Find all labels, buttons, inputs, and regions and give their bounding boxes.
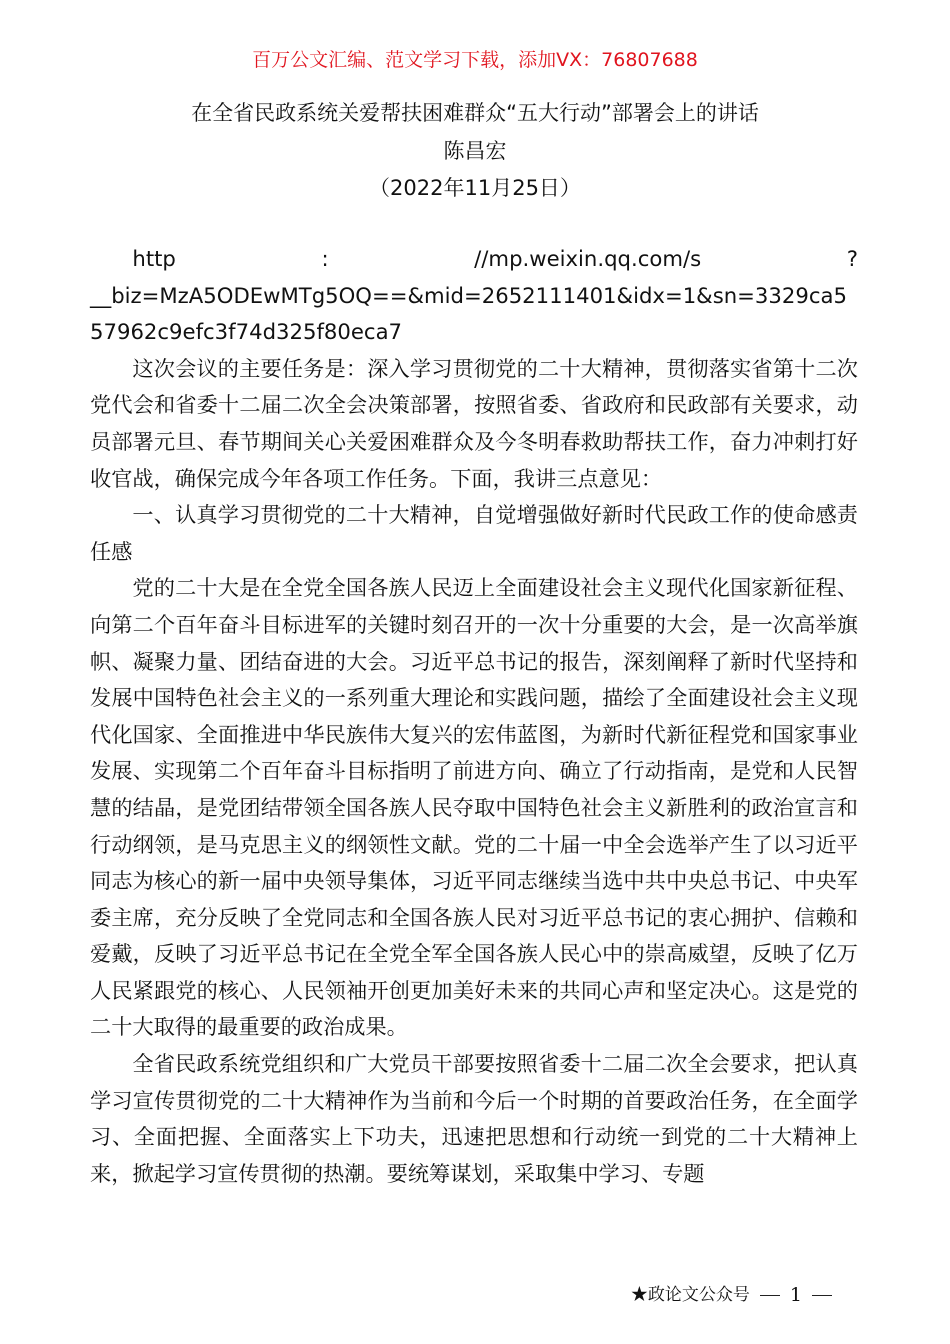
footer-dash-left xyxy=(760,1295,780,1296)
footer-dash-right xyxy=(812,1295,832,1296)
page-number: 1 xyxy=(789,1284,802,1306)
paragraph-study: 全省民政系统党组织和广大党员干部要按照省委十二届二次全会要求，把认真学习宣传贯彻党的二十大精神作为当前和今后一个时期的首要政治任务，在全面学习、全面把握、全面落实上下功夫，迅速把思想和行动统一到党的二十大精神上来，掀起学习宣传贯彻的热潮。要统筹谋划，采取集中学习、专题 xyxy=(90,1051,858,1186)
url-part-query: __biz=MzA5ODEwMTg5OQ==&mid=2652111401&idx=1&sn=3329ca557962c9efc3f74d325f80eca7 xyxy=(90,282,847,345)
url-part-colon: : xyxy=(321,246,329,271)
watermark-banner: 百万公文汇编、范文学习下载，添加VX：76807688 xyxy=(252,49,698,71)
document-author: 陈昌宏 xyxy=(443,139,507,163)
paragraph-congress: 党的二十大是在全党全国各族人民迈上全面建设社会主义现代化国家新征程、向第二个百年奋斗目标进军的关键时刻召开的一次十分重要的大会，是一次高举旗帜、凝聚力量、团结奋进的大会。习近平总书记的报告，深刻阐释了新时代坚持和发展中国特色社会主义的一系列重大理论和实践问题，描绘了全面建设社会主义现代化国家、全面推进中华民族伟大复兴的宏伟蓝图，为新时代新征程党和国家事业发展、实现第二个百年奋斗目标指明了前进方向、确立了行动指南，是党和人民智慧的结晶，是党团结带领全国各族人民夺取中国特色社会主义新胜利的政治宣言和行动纲领，是马克思主义的纲领性文献。党的二十届一中全会选举产生了以习近平同志为核心的新一届中央领导集体，习近平同志继续当选中共中央总书记、中央军委主席，充分反映了全党同志和全国各族人民对习近平总书记的衷心拥护、信赖和爱戴，反映了习近平总书记在全党全军全国各族人民心中的崇高威望，反映了亿万人民紧跟党的核心、人民领袖开创更加美好未来的共同心声和坚定决心。这是党的二十大取得的最重要的政治成果。 xyxy=(90,575,858,1040)
page-footer xyxy=(631,1282,832,1308)
document-date: （2022年11月25日） xyxy=(369,176,581,200)
document-title: 在全省民政系统关爱帮扶困难群众“五大行动”部署会上的讲话 xyxy=(191,101,759,125)
paragraph-intro: 这次会议的主要任务是：深入学习贯彻党的二十大精神，贯彻落实省第十二次党代会和省委十二届二次全会决策部署，按照省委、省政府和民政部有关要求，动员部署元旦、春节期间关心关爱困难群众及今冬明春救助帮扶工作，奋力冲刺打好收官战，确保完成今年各项工作任务。下面，我讲三点意见： xyxy=(90,355,858,491)
url-part-query-mark: ? xyxy=(846,246,858,271)
url-part-host: //mp.weixin.qq.com/s xyxy=(474,246,702,271)
footer-label: ★政论文公众号 xyxy=(630,1285,750,1305)
source-url-first-line xyxy=(90,241,858,278)
source-url[interactable] xyxy=(90,241,858,351)
url-part-scheme: http xyxy=(132,246,176,271)
document-body xyxy=(90,241,858,1192)
section-heading-1: 一、认真学习贯彻党的二十大精神，自觉增强做好新时代民政工作的使命感责任感 xyxy=(90,502,858,564)
